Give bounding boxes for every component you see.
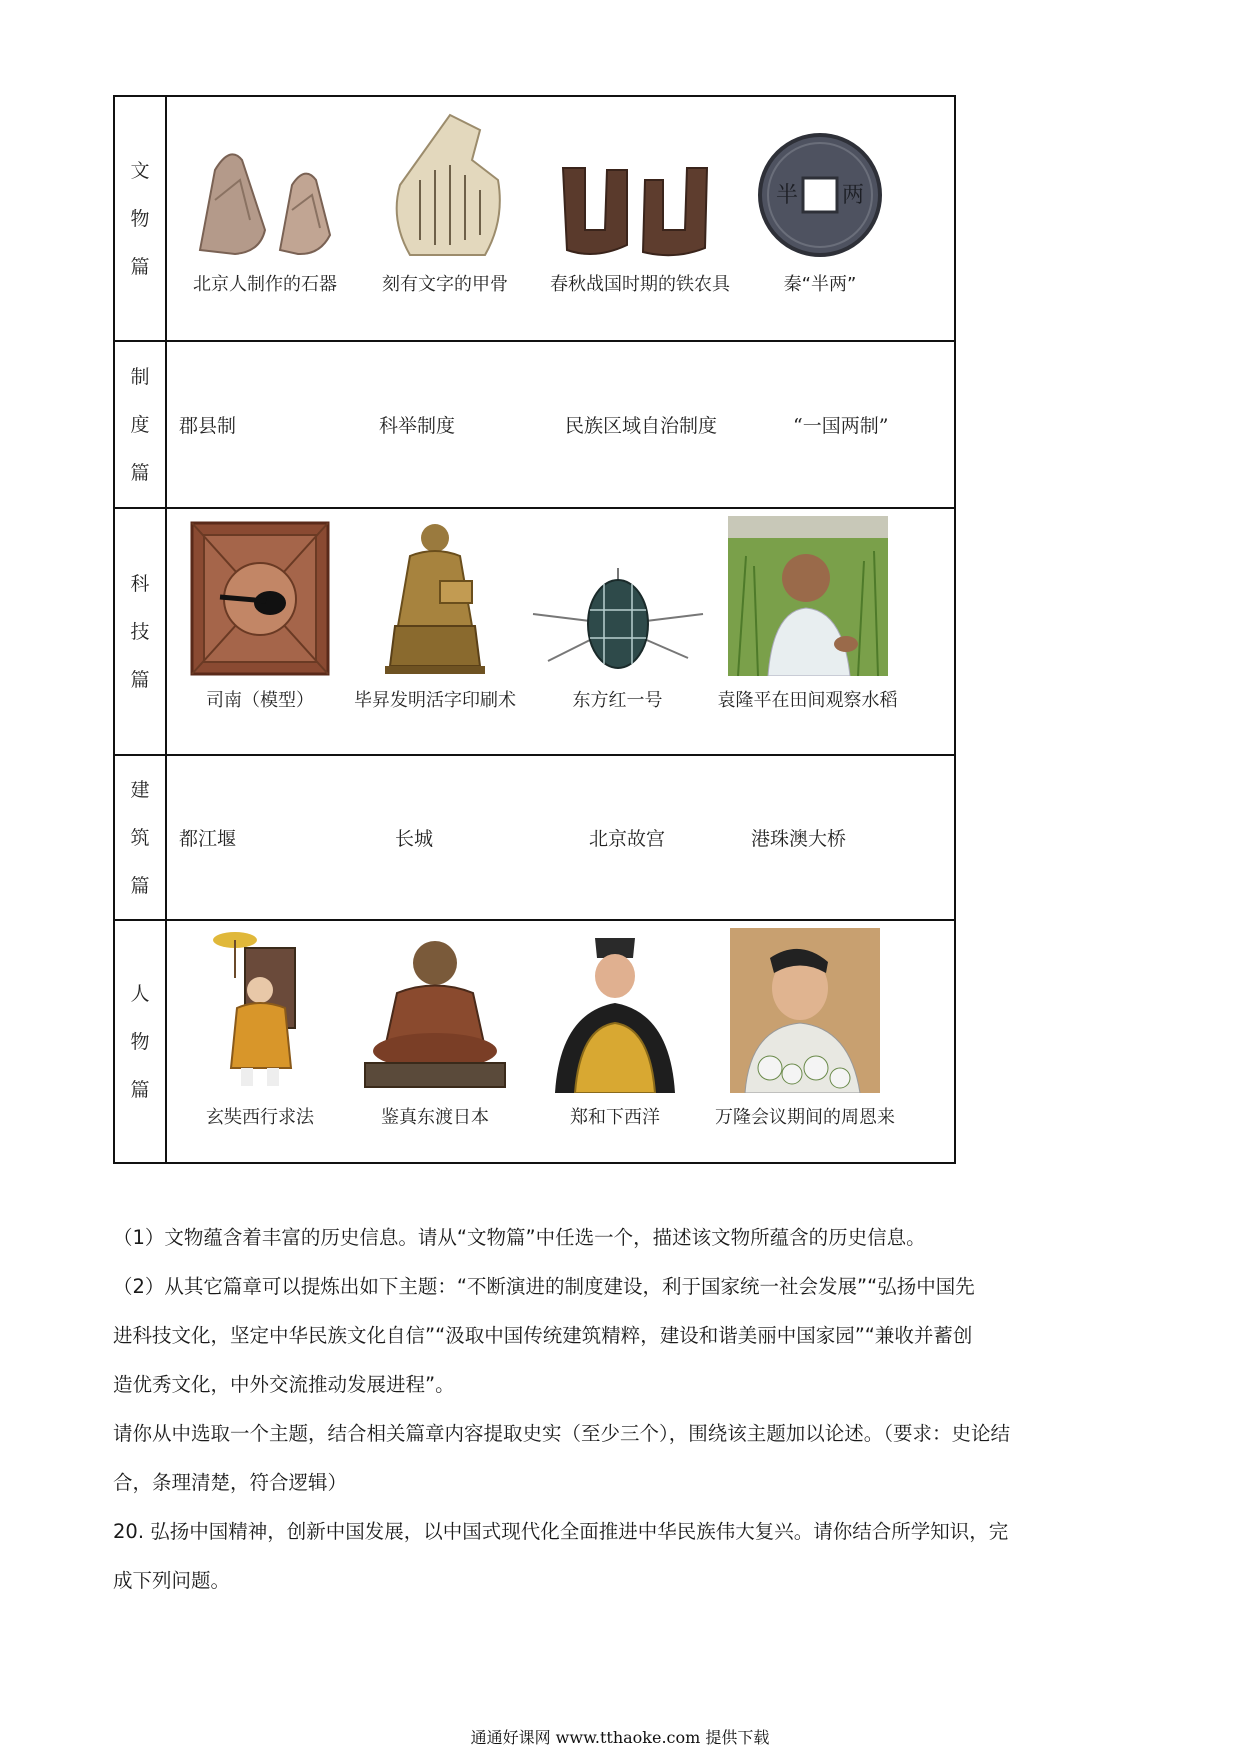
oracle-bone-image <box>380 110 510 264</box>
tech-caption: 袁隆平在田间观察水稻 <box>717 689 898 711</box>
tech-item <box>710 516 905 712</box>
category-cell <box>114 341 166 508</box>
table-row <box>114 508 955 755</box>
artifact-caption: 春秋战国时期的铁农具 <box>550 273 730 295</box>
category-cell <box>114 96 166 341</box>
category-char: 篇 <box>130 668 150 691</box>
table-row <box>114 96 955 341</box>
sinan-compass-image <box>190 521 330 680</box>
category-char: 筑 <box>130 826 150 849</box>
architecture-item: 北京故宫 <box>589 828 666 850</box>
bi-sheng-statue-image <box>380 516 490 680</box>
category-char: 篇 <box>130 874 150 897</box>
content-cell <box>166 755 955 920</box>
zhou-enlai-image <box>730 928 880 1097</box>
artifact-item <box>355 110 535 296</box>
person-caption: 郑和下西洋 <box>570 1107 660 1128</box>
table-row <box>114 920 955 1163</box>
category-char: 文 <box>130 159 150 182</box>
artifact-item <box>175 140 355 296</box>
coin-text: 两 <box>841 182 865 208</box>
person-caption: 鉴真东渡日本 <box>381 1107 489 1128</box>
coin-text: 半 <box>775 182 799 208</box>
ban-liang-coin-image <box>755 130 885 264</box>
jianzhen-statue-image <box>355 933 515 1097</box>
category-char: 度 <box>130 413 150 436</box>
category-char: 制 <box>130 365 150 388</box>
category-char: 科 <box>130 572 150 595</box>
system-item: 民族区域自治制度 <box>565 415 718 437</box>
category-cell <box>114 920 166 1163</box>
tech-caption: 东方红一号 <box>572 689 663 711</box>
content-cell <box>166 920 955 1163</box>
stone-tools-image <box>180 140 350 264</box>
table-row <box>114 755 955 920</box>
person-caption: 万隆会议期间的周恩来 <box>715 1107 895 1128</box>
architecture-item: 都江堰 <box>179 828 237 850</box>
category-cell <box>114 755 166 920</box>
category-char: 物 <box>130 1030 150 1053</box>
person-item <box>175 928 345 1129</box>
category-char: 篇 <box>130 255 150 278</box>
category-char: 物 <box>130 207 150 230</box>
table-row <box>114 341 955 508</box>
tech-item <box>525 566 710 712</box>
category-cell <box>114 508 166 755</box>
tech-caption: 司南（模型） <box>206 689 314 711</box>
category-char: 篇 <box>130 461 150 484</box>
question-line: 请你从中选取一个主题，结合相关篇章内容提取史实（至少三个），围绕该主题加以论述。（要求：史论结 <box>113 1422 1011 1445</box>
content-cell <box>166 508 955 755</box>
artifact-caption: 刻有文字的甲骨 <box>382 273 508 295</box>
person-item <box>705 928 905 1129</box>
tech-caption: 毕昇发明活字印刷术 <box>354 689 516 711</box>
question-line: （2）从其它篇章可以提炼出如下主题：“不断演进的制度建设，利于国家统一社会发展”“弘扬中国先 <box>113 1275 975 1298</box>
question-line: 20. 弘扬中国精神，创新中国发展，以中国式现代化全面推进中华民族伟大复兴。请你结合所学知识，完 <box>113 1520 1009 1543</box>
yuan-longping-image <box>728 516 888 680</box>
artifact-caption: 北京人制作的石器 <box>193 273 337 295</box>
page-footer: 通通好课网 www.tthaoke.com 提供下载 <box>470 1728 770 1747</box>
content-cell <box>166 341 955 508</box>
category-char: 技 <box>130 620 150 643</box>
artifact-caption: 秦“半两” <box>783 273 857 295</box>
artifact-item <box>535 160 745 296</box>
person-item <box>345 933 525 1129</box>
content-cell <box>166 96 955 341</box>
question-line: （1）文物蕴含着丰富的历史信息。请从“文物篇”中任选一个，描述该文物所蕴含的历史信息。 <box>113 1226 926 1249</box>
question-text <box>113 1213 1123 1605</box>
person-item <box>525 928 705 1129</box>
architecture-item: 长城 <box>395 828 434 850</box>
question-line: 进科技文化，坚定中华民族文化自信”“汲取中国传统建筑精粹，建设和谐美丽中国家园”“兼收并蓄创 <box>113 1324 973 1347</box>
artifact-item <box>745 130 895 296</box>
category-char: 篇 <box>130 1078 150 1101</box>
system-item: 科举制度 <box>379 415 456 437</box>
question-line: 造优秀文化，中外交流推动发展进程”。 <box>113 1373 455 1396</box>
category-char: 人 <box>130 982 150 1005</box>
tech-item <box>345 516 525 712</box>
tech-item <box>175 521 345 712</box>
architecture-item: 港珠澳大桥 <box>751 828 847 850</box>
iron-farm-tools-image <box>555 160 725 264</box>
category-char: 建 <box>130 778 150 801</box>
question-line: 成下列问题。 <box>113 1569 231 1592</box>
system-item: “一国两制” <box>793 415 889 437</box>
question-line: 合，条理清楚，符合逻辑） <box>113 1471 348 1494</box>
history-theme-table <box>113 95 956 1164</box>
person-caption: 玄奘西行求法 <box>206 1107 314 1128</box>
zheng-he-image <box>545 928 685 1097</box>
system-item: 郡县制 <box>179 415 237 437</box>
xuanzang-image <box>205 928 315 1097</box>
satellite-image <box>528 566 708 680</box>
